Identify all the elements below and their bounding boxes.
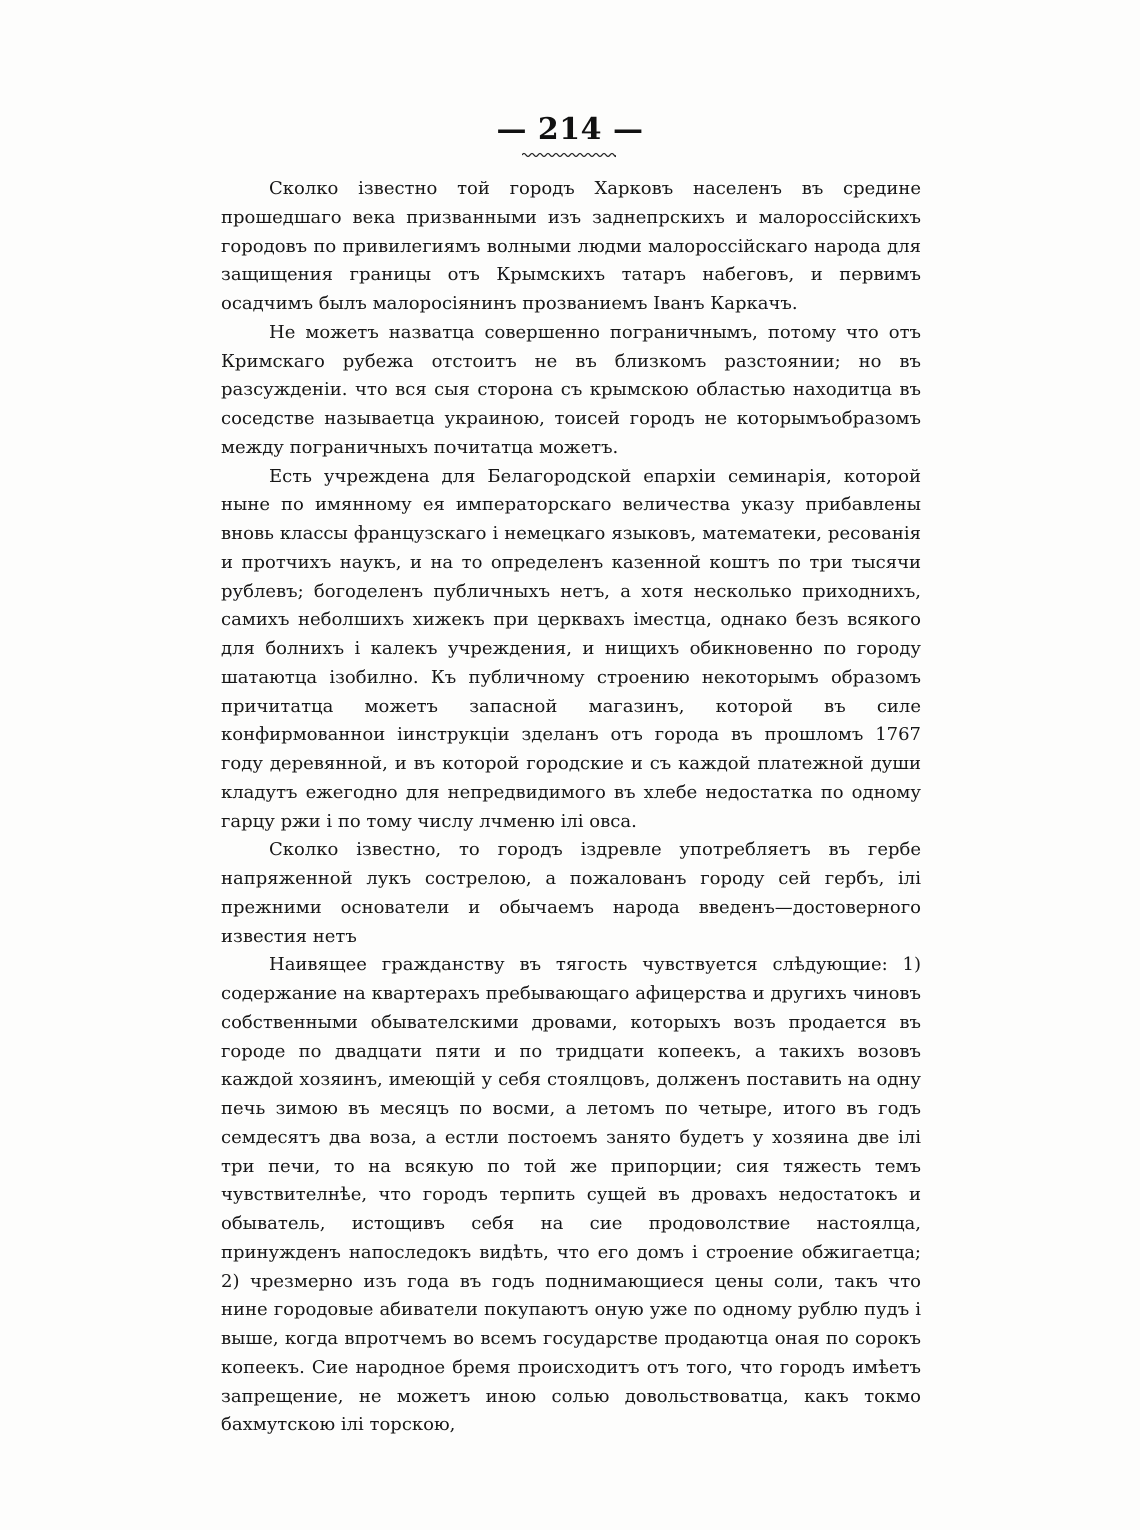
paragraph-burdens: Наивящее гражданству въ тягость чувствуется слѣдующие: 1) содержание на квартерахъ пребывающаго афицерства и другихъ чиновъ собственными обывателскими дровами, которыхъ возъ продается въ городе по двадцати пяти и по тридцати копеекъ, а такихъ возовъ каждой хозяинъ, имеющій у себя стоялцовъ, долженъ поставить на одну печь зимою въ месяцъ по восми, а летомъ по четыре, итого въ годъ семдесятъ два воза, а естли постоемъ занято будетъ у хозяина две ілі три печи, то на всякую по той же припорции; сия тяжесть темъ чувствителнѣе, что городъ терпить сущей въ дровахъ недостатокъ и обыватель, истощивъ себя на сие продоволствие настоялца, принужденъ напоследокъ видѣть, что его домъ і строение обжигаетца; 2) чрезмерно изъ года въ годъ поднимающиеся цены соли, такъ что нине городовые абиватели покупаютъ оную уже по одному рублю пудъ і выше, когда впротчемъ во всемъ государстве продаютца оная по сорокъ копеекъ. Сие народное бремя происходитъ отъ того, что городъ имѣетъ запрещение, не можетъ иною солью довольствоватца, какъ токмо бахмутскою ілі торскою, — [221, 954, 921, 1436]
page-number-wavy-underline — [522, 152, 616, 158]
paragraph-kharkov-settlement: Сколко ізвестно той городъ Харковъ населенъ въ средине прошедшаго века призванными изъ заднепрскихъ и малороссійскихъ городовъ по привилегиямъ волными людми малороссійскаго народа для защищения границы отъ Крымскихъ татаръ набеговъ, и первимъ осадчимъ былъ малоросіянинъ прозваниемъ Іванъ Каркачъ. — [221, 178, 921, 314]
paragraph-coat-of-arms: Сколко ізвестно, то городъ іздревле употребляетъ въ гербе напряженной лукъ сострелою, а пожалованъ городу сей гербъ, ілі прежними основатели и обычаемъ народа введенъ—достоверного известия нетъ — [221, 839, 921, 947]
paragraph-seminary-and-institutions: Есть учреждена для Белагородской епархіи семинарія, которой ныне по имянному ея императорскаго величества указу прибавлены вновь классы французскаго і немецкаго языковъ, математеки, ресованія и протчихъ наукъ, и на то определенъ казенной коштъ по три тысячи рублевъ; богоделенъ публичныхъ нетъ, а хотя несколько приходнихъ, самихъ неболшихъ хижекъ при церквахъ іместца, однако безъ всякого для болнихъ і калекъ учреждения, и нищихъ обикновенно по городу шатаютца ізобилно. Къ публичному строению некоторымъ образомъ причитатца можетъ запасной магазинъ, которой въ силе конфирмованнои іинструкціи зделанъ отъ города въ прошломъ 1767 году деревянной, и въ которой городские и съ каждой платежной души кладутъ ежегодно для непредвидимого въ хлебе недостатка по одному гарцу ржи і по тому числу лчменю ілі овса. — [221, 465, 921, 832]
page-number: — 214 — — [496, 112, 644, 147]
body-text — [221, 175, 921, 1440]
paragraph-border-status: Не можетъ назватца совершенно пограничнымъ, потому что отъ Кримскаго рубежа отстоитъ не въ близкомъ разстоянии; но въ разсужденіи. что вся сыя сторона съ крымскою областью находитца въ соседстве называетца украиною, тоисей городъ не которымъобразомъ между пограничныхъ почитатца можетъ. — [221, 321, 921, 458]
